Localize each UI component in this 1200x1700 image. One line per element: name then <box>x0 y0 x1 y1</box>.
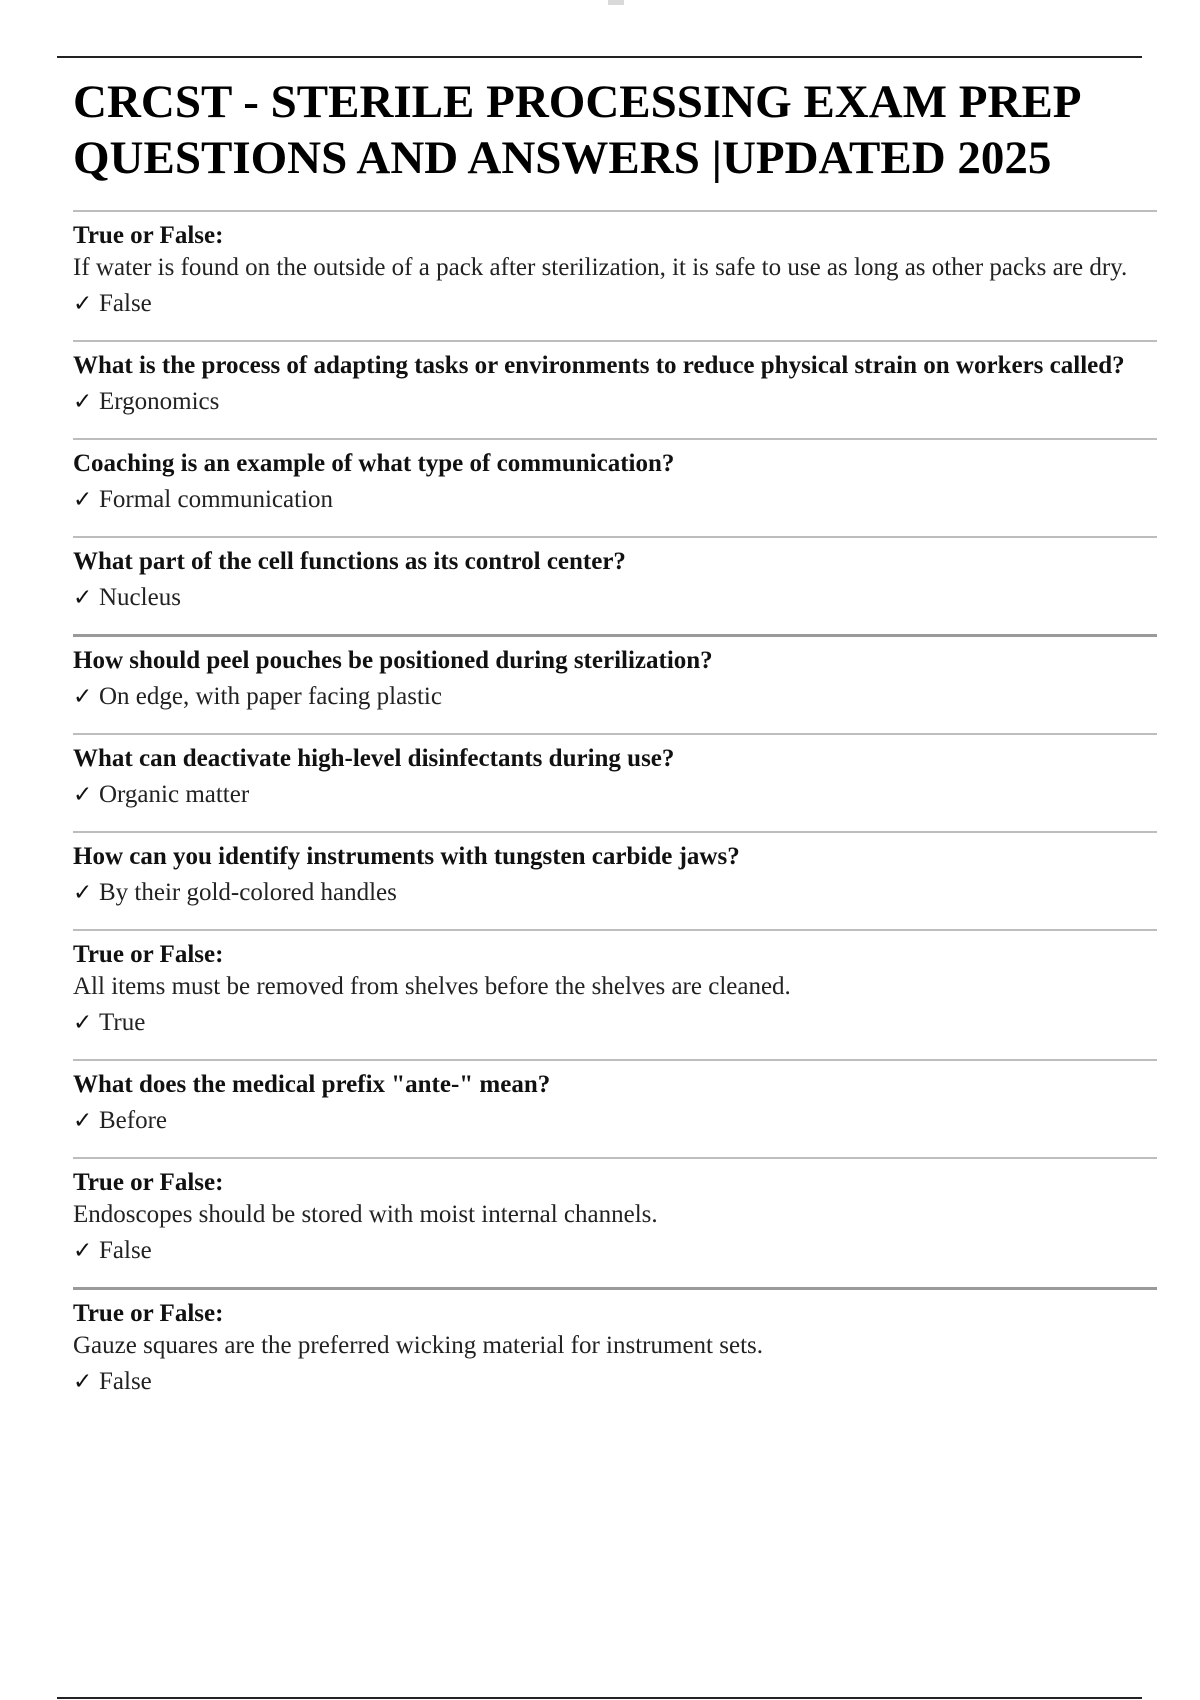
answer-text: By their gold-colored handles <box>99 879 397 906</box>
question-text: How should peel pouches be positioned during sterilization? <box>73 647 713 674</box>
question-text: Coaching is an example of what type of communication? <box>73 450 675 477</box>
checkmark-icon: ✓ <box>73 487 93 513</box>
checkmark-icon: ✓ <box>73 684 93 710</box>
statement-text: If water is found on the outside of a pack after sterilization, it is safe to use as long as other packs are dry. <box>73 254 1128 281</box>
qa-item <box>73 1059 1157 1157</box>
qa-list <box>73 210 1157 1418</box>
answer-line <box>73 288 1157 320</box>
header-divider <box>57 56 1142 58</box>
qa-item <box>73 831 1157 929</box>
answer-line <box>73 681 1157 713</box>
answer-line <box>73 582 1157 614</box>
answer-text: True <box>99 1009 146 1036</box>
answer-text: False <box>99 1368 152 1395</box>
question-text: What does the medical prefix "ante-" mean? <box>73 1071 551 1098</box>
checkmark-icon: ✓ <box>73 389 93 415</box>
answer-text: On edge, with paper facing plastic <box>99 683 442 710</box>
qa-item <box>73 929 1157 1059</box>
statement-text: Endoscopes should be stored with moist internal channels. <box>73 1201 658 1228</box>
question-text: What part of the cell functions as its control center? <box>73 548 626 575</box>
qa-item <box>73 733 1157 831</box>
statement-text: All items must be removed from shelves before the shelves are cleaned. <box>73 973 791 1000</box>
checkmark-icon: ✓ <box>73 1108 93 1134</box>
qa-item <box>73 210 1157 340</box>
checkmark-icon: ✓ <box>73 585 93 611</box>
qa-item <box>73 536 1157 634</box>
answer-line <box>73 1105 1157 1137</box>
checkmark-icon: ✓ <box>73 782 93 808</box>
question-text: True or False: <box>73 1300 224 1327</box>
qa-item <box>73 634 1157 733</box>
qa-item <box>73 438 1157 536</box>
page-top-marker <box>608 0 624 5</box>
checkmark-icon: ✓ <box>73 880 93 906</box>
checkmark-icon: ✓ <box>73 1010 93 1036</box>
answer-text: False <box>99 290 152 317</box>
answer-text: Ergonomics <box>99 388 220 415</box>
question-text: True or False: <box>73 941 224 968</box>
answer-line <box>73 1235 1157 1267</box>
answer-line <box>73 386 1157 418</box>
page-title: CRCST - STERILE PROCESSING EXAM PREP QUESTIONS AND ANSWERS |UPDATED 2025 <box>73 76 1079 184</box>
question-text: True or False: <box>73 1169 224 1196</box>
checkmark-icon: ✓ <box>73 291 93 317</box>
checkmark-icon: ✓ <box>73 1369 93 1395</box>
answer-text: Before <box>99 1107 168 1134</box>
footer-divider <box>57 1697 1142 1699</box>
answer-text: Formal communication <box>99 486 333 513</box>
answer-line <box>73 779 1157 811</box>
answer-line <box>73 484 1157 516</box>
answer-text: Organic matter <box>99 781 250 808</box>
answer-text: False <box>99 1237 152 1264</box>
question-text: How can you identify instruments with tungsten carbide jaws? <box>73 843 740 870</box>
statement-text: Gauze squares are the preferred wicking material for instrument sets. <box>73 1332 763 1359</box>
question-text: What is the process of adapting tasks or environments to reduce physical strain on workers called? <box>73 352 1125 379</box>
answer-line <box>73 877 1157 909</box>
answer-text: Nucleus <box>99 584 181 611</box>
question-text: What can deactivate high-level disinfectants during use? <box>73 745 675 772</box>
checkmark-icon: ✓ <box>73 1238 93 1264</box>
answer-line <box>73 1007 1157 1039</box>
answer-line <box>73 1366 1157 1398</box>
qa-item <box>73 1157 1157 1287</box>
question-text: True or False: <box>73 222 224 249</box>
qa-item <box>73 1287 1157 1418</box>
qa-item <box>73 340 1157 438</box>
